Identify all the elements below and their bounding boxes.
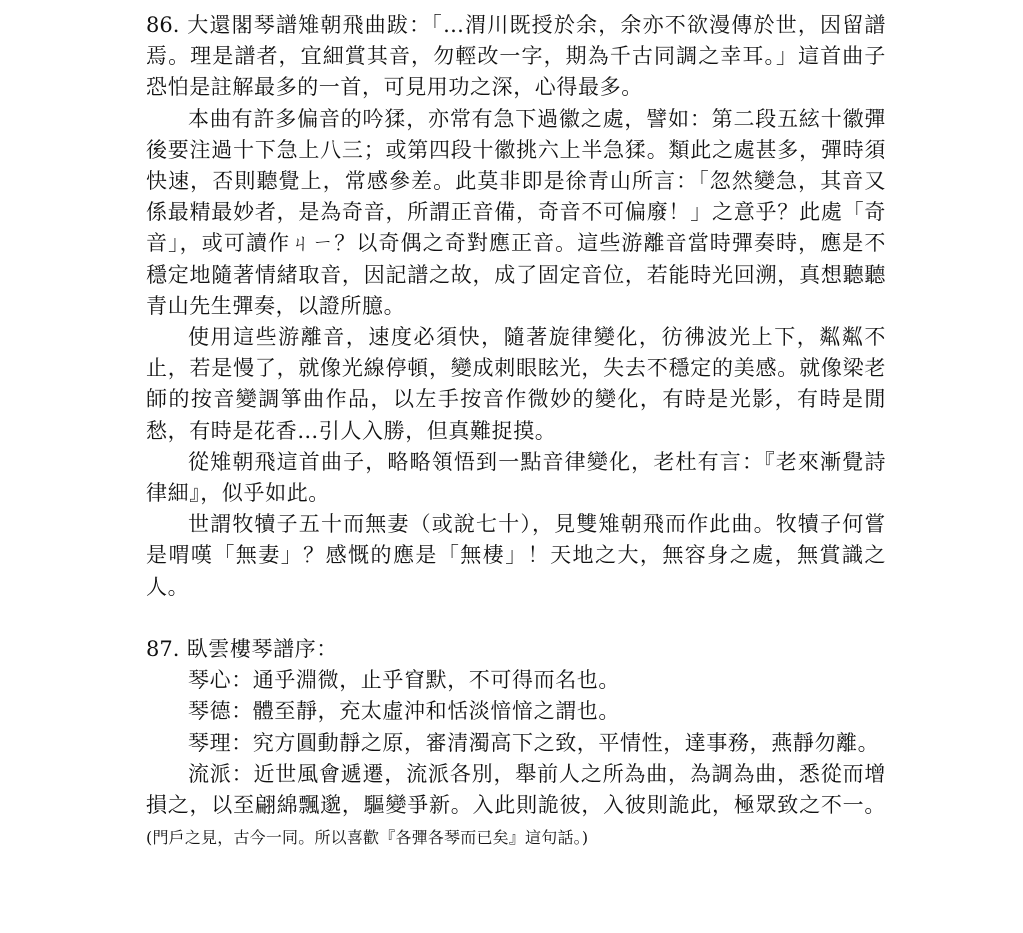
section-87-item-liupai-text: 流派：近世風會遞遷，流派各別，舉前人之所為曲，為調為曲，悉從而增損之，以至翩綿飄邈，驅變爭新。入此則詭彼，入彼則詭此，極眾致之不一。 <box>146 761 886 818</box>
section-87-title: 臥雲樓琴譜序： <box>186 637 338 662</box>
section-86-paragraph-3: 從雉朝飛這首曲子，略略領悟到一點音律變化，老杜有言：『老來漸覺詩律細』，似乎如此。 <box>146 449 886 506</box>
section-87-item-qinde: 琴德：體至靜，充太虛沖和恬淡愔愔之謂也。 <box>188 699 620 724</box>
section-86-paragraph-4: 世謂牧犢子五十而無妻（或說七十），見雙雉朝飛而作此曲。牧犢子何嘗是喟嘆「無妻」？感慨的應是「無棲」！天地之大，無容身之處，無賞識之人。 <box>146 512 886 599</box>
document-page <box>146 10 886 853</box>
section-86-number: 86. <box>146 13 180 37</box>
section-gap <box>146 603 886 634</box>
section-86-intro-text: 大還閣琴譜雉朝飛曲跋：「…渭川既授於余，余亦不欲漫傳於世，因留譜焉。理是譜者，宜細賞其音，勿輕改一字，期為千古同調之幸耳。」這首曲子恐怕是註解最多的一首，可見用功之深，心得最多。 <box>146 13 886 100</box>
section-87-note: (門戶之見，古今一同。所以喜歡『各彈各琴而已矣』這句話。) <box>146 828 589 848</box>
section-87-number: 87. <box>146 637 180 662</box>
section-87-item-liupai <box>146 759 886 854</box>
section-87-item-qinxin: 琴心：通乎淵微，止乎窅默，不可得而名也。 <box>188 668 620 693</box>
section-87-item-qinli: 琴理：究方圓動靜之原，審清濁高下之致，平情性，達事務，燕靜勿離。 <box>188 730 880 755</box>
section-86-paragraph-2: 使用這些游離音，速度必須快，隨著旋律變化，彷彿波光上下，粼粼不止，若是慢了，就像光線停頓，變成刺眼眩光，失去不穩定的美感。就像梁老師的按音變調箏曲作品，以左手按音作微妙的變化，有時是光影，有時是閒愁，有時是花香…引人入勝，但真難捉摸。 <box>146 325 886 443</box>
section-86-intro <box>146 10 886 104</box>
section-86-paragraph-1: 本曲有許多偏音的吟猱，亦常有急下過徽之處，譬如：第二段五絃十徽彈後要注過十下急上八三；或第四段十徽挑六上半急猱。類此之處甚多，彈時須快速，否則聽覺上，常感參差。此莫非即是徐青山所言：「忽然變急，其音又係最精最妙者，是為奇音，所謂正音備，奇音不可偏廢！」之意乎？此處「奇音」，或可讀作ㄐㄧ？以奇偶之奇對應正音。這些游離音當時彈奏時，應是不穩定地隨著情緒取音，因記譜之故，成了固定音位，若能時光回溯，真想聽聽青山先生彈奏，以證所臆。 <box>146 106 886 318</box>
section-87-heading <box>146 634 886 665</box>
